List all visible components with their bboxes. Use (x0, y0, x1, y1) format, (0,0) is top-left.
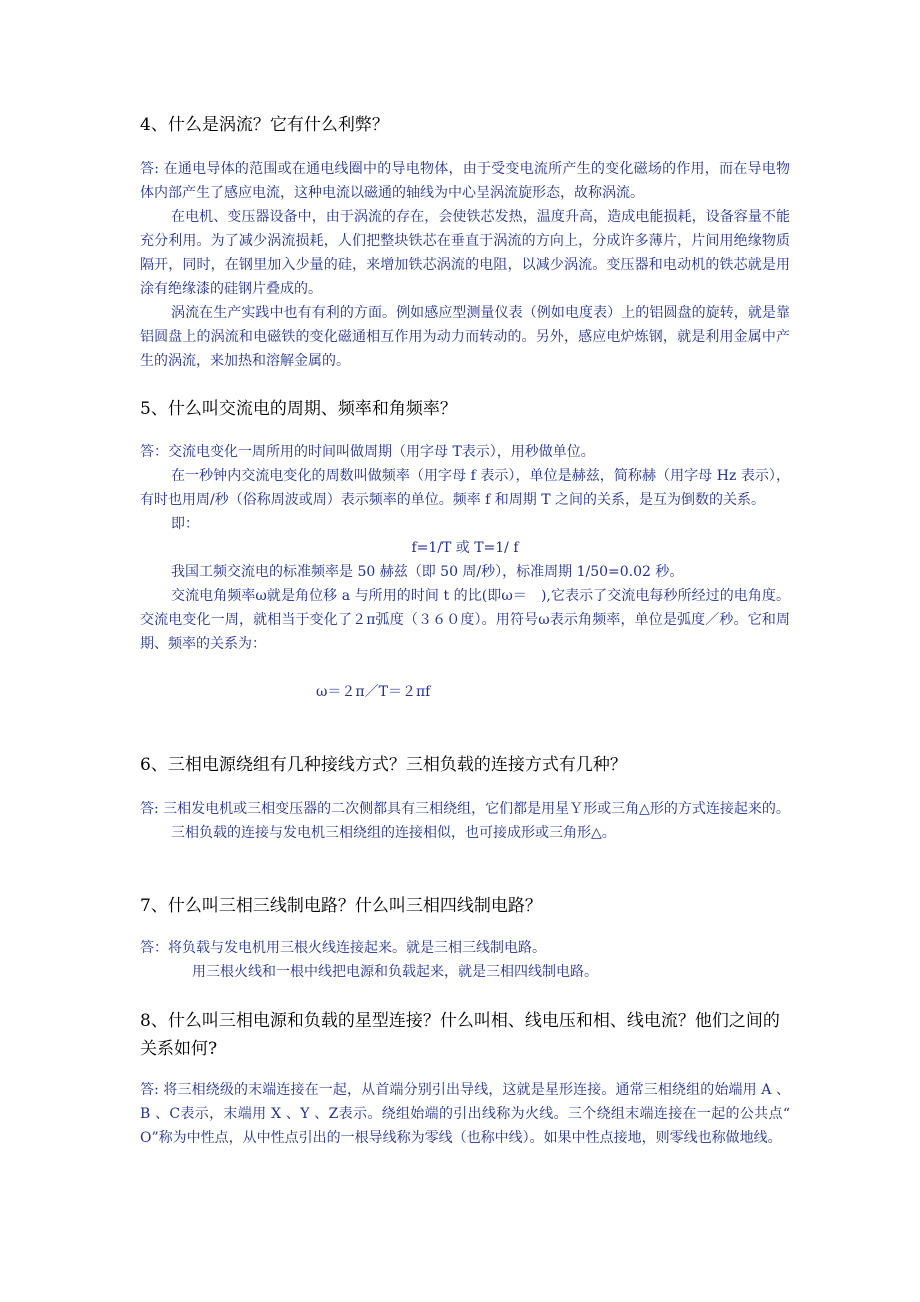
answer-7-paragraph-2: 用三根火线和一根中线把电源和负载起来，就是三相四线制电路。 (192, 964, 598, 980)
answer-5-paragraph-2: 在一秒钟内交流电变化的周数叫做频率（用字母 f 表示），单位是赫兹，简称赫（用字母 Hz 表示），有时也用周/秒（俗称周波或周）表示频率的单位。频率 f 和周期 T 之间的关系，是互为倒数的关系。 (140, 468, 790, 508)
question-7-title: 7、什么叫三相三线制电路？什么叫三相四线制电路？ (140, 896, 542, 916)
question-6-title: 6、三相电源绕组有几种接线方式？三相负载的连接方式有几种？ (140, 755, 627, 775)
frequency-period-formula: f=1/T 或 T=1/ f (411, 540, 519, 556)
answer-4 (140, 157, 790, 373)
answer-4-paragraph-3: 涡流在生产实践中也有有利的方面。例如感应型测量仪表（例如电度表）上的铝圆盘的旋转，就是靠铝圆盘上的涡流和电磁铁的变化磁通相互作用为动力而转动的。另外，感应电炉炼钢，就是利用金属中产生的涡流，来加热和溶解金属的。 (140, 305, 790, 369)
answer-7-paragraph-1: 答：将负载与发电机用三根火线连接起来。就是三相三线制电路。 (140, 940, 546, 956)
answer-8 (140, 1078, 790, 1150)
answer-8-paragraph-1: 答: 将三相绕级的末端连接在一起，从首端分别引出导线，这就是星形连接。通常三相绕组的始端用 A 、B 、C表示，末端用 X 、Y 、Z表示。绕组始端的引出线称为火线。三个绕组末端连接在一起的公共点“ O”称为中性点，从中性点引出的一根导线称为零线（也称中线）。如果中性点接地，则零线也称做地线。 (140, 1082, 790, 1146)
answer-4-paragraph-2: 在电机、变压器设备中，由于涡流的存在，会使铁芯发热，温度升高，造成电能损耗，设备容量不能充分利用。为了减少涡流损耗，人们把整块铁芯在垂直于涡流的方向上，分成许多薄片，片间用绝缘物质隔开，同时，在钢里加入少量的硅，来增加铁芯涡流的电阻，以减少涡流。变压器和电动机的铁芯就是用涂有绝缘漆的硅钢片叠成的。 (140, 209, 790, 297)
answer-5-paragraph-1: 答：交流电变化一周所用的时间叫做周期（用字母 T表示），用秒做单位。 (140, 444, 595, 460)
answer-6-paragraph-1: 答: 三相发电机或三相变压器的二次侧都具有三相绕组，它们都是用星Ｙ形或三角△形的方式连接起来的。 (140, 801, 790, 817)
answer-4-paragraph-1: 答: 在通电导体的范围或在通电线圈中的导电物体，由于受变电流所产生的变化磁场的作用，而在导电物体内部产生了感应电流，这种电流以磁通的轴线为中心呈涡流旋形态，故称涡流。 (140, 161, 790, 201)
question-4-title: 4、什么是涡流？它有什么利弊？ (140, 115, 389, 135)
answer-5-paragraph-3: 即： (171, 516, 199, 532)
answer-7 (140, 936, 790, 984)
answer-6 (140, 797, 790, 845)
answer-6-paragraph-2: 三相负载的连接与发电机三相绕组的连接相似，也可接成形或三角形△。 (171, 825, 616, 841)
angular-frequency-formula: ω＝２π／T＝２πf (316, 684, 431, 700)
answer-5 (140, 440, 790, 704)
question-5-title: 5、什么叫交流电的周期、频率和角频率？ (140, 399, 457, 419)
answer-5-paragraph-4: 我国工频交流电的标准频率是 50 赫兹（即 50 周/秒），标准周期 1/50=0.02 秒。 (171, 564, 684, 580)
answer-5-paragraph-5: 交流电角频率ω就是角位移 a 与所用的时间 t 的比(即ω＝ ),它表示了交流电每秒所经过的电角度。交流电变化一周，就相当于变化了２π弧度（３６０度）。用符号ω表示角频率，单位是弧度／秒。它和周期、频率的关系为： (140, 588, 790, 652)
question-8-title: 8、什么叫三相电源和负载的星型连接？什么叫相、线电压和相、线电流？他们之间的 关系如何? (140, 1011, 780, 1059)
